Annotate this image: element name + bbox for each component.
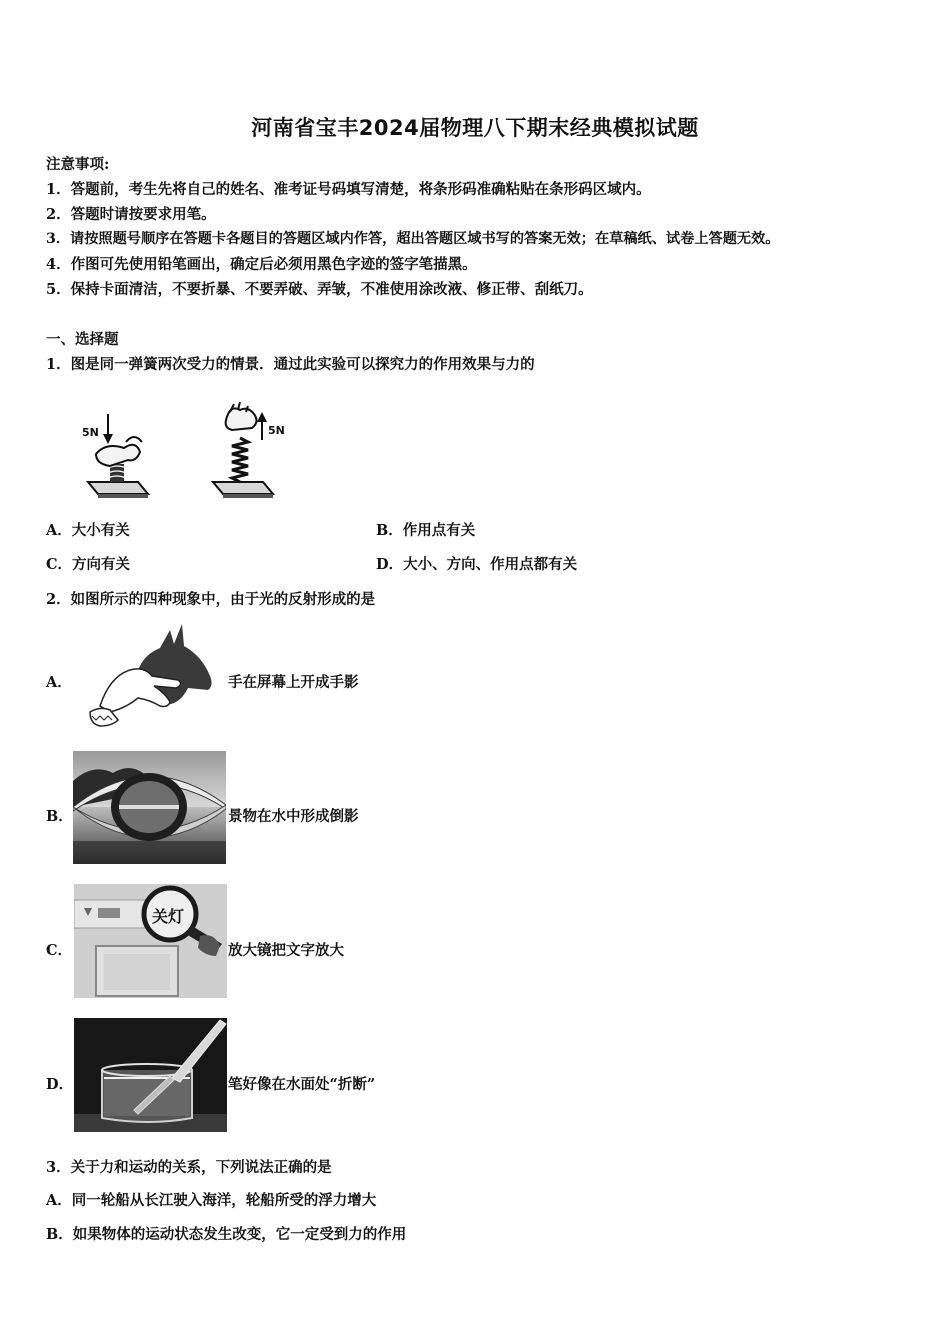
spring-figure — [78, 402, 298, 504]
spring-stretched-illustration — [213, 402, 285, 498]
bridge-reflection-image — [73, 751, 226, 864]
question-3-stem: 3．关于力和运动的关系，下列说法正确的是 — [46, 1159, 332, 1176]
notice-item: 2．答题时请按要求用笔。 — [46, 206, 216, 223]
notice-item: 3．请按照题号顺序在答题卡各题目的答题区域内作答，超出答题区域书写的答案无效；在草稿纸、试卷上答题无效。 — [46, 231, 780, 247]
q3-option-a[interactable]: A．同一轮船从长江驶入海洋，轮船所受的浮力增大 — [46, 1192, 377, 1209]
q1-option-c[interactable]: C．方向有关 — [46, 556, 131, 573]
spring-compressed-illustration — [82, 414, 148, 498]
q1-option-a[interactable]: A．大小有关 — [46, 522, 130, 539]
pencil-in-water-image — [74, 1018, 227, 1132]
q1-option-b[interactable]: B．作用点有关 — [376, 522, 476, 539]
q3-option-b[interactable]: B．如果物体的运动状态发生改变，它一定受到力的作用 — [46, 1226, 407, 1243]
q2-option-c-text[interactable]: 放大镜把文字放大 — [228, 942, 344, 959]
force-label-right: 5N — [268, 424, 285, 437]
force-label-left: 5N — [82, 426, 99, 439]
question-2-stem: 2．如图所示的四种现象中，由于光的反射形成的是 — [46, 591, 376, 608]
hand-shadow-image — [80, 618, 220, 730]
magnifier-image — [74, 884, 227, 998]
notice-item: 4．作图可先使用铅笔画出，确定后必须用黑色字迹的签字笔描黑。 — [46, 256, 477, 273]
q2-option-a-letter[interactable]: A． — [46, 674, 72, 691]
notice-item: 5．保持卡面清洁，不要折暴、不要弄破、弄皱，不准使用涂改液、修正带、刮纸刀。 — [46, 281, 593, 298]
question-1-stem: 1．图是同一弹簧两次受力的情景．通过此实验可以探究力的作用效果与力的 — [46, 356, 535, 373]
q1-option-d[interactable]: D．大小、方向、作用点都有关 — [376, 556, 578, 573]
notice-heading: 注意事项: — [46, 156, 110, 173]
q2-option-d-text[interactable]: 笔好像在水面处“折断” — [228, 1076, 376, 1093]
magnified-text: 关灯 — [152, 907, 185, 926]
q2-option-b-text[interactable]: 景物在水中形成倒影 — [228, 808, 359, 825]
q2-option-b-letter[interactable]: B． — [46, 808, 73, 825]
q2-option-c-letter[interactable]: C． — [46, 942, 73, 959]
q2-option-a-text[interactable]: 手在屏幕上开成手影 — [228, 674, 359, 691]
section-heading: 一、选择题 — [46, 331, 119, 348]
notice-item: 1．答题前，考生先将自己的姓名、准考证号码填写清楚，将条形码准确粘贴在条形码区域内。 — [46, 181, 651, 198]
q2-option-d-letter[interactable]: D． — [46, 1076, 74, 1093]
page-title: 河南省宝丰2024届物理八下期末经典模拟试题 — [251, 116, 699, 140]
